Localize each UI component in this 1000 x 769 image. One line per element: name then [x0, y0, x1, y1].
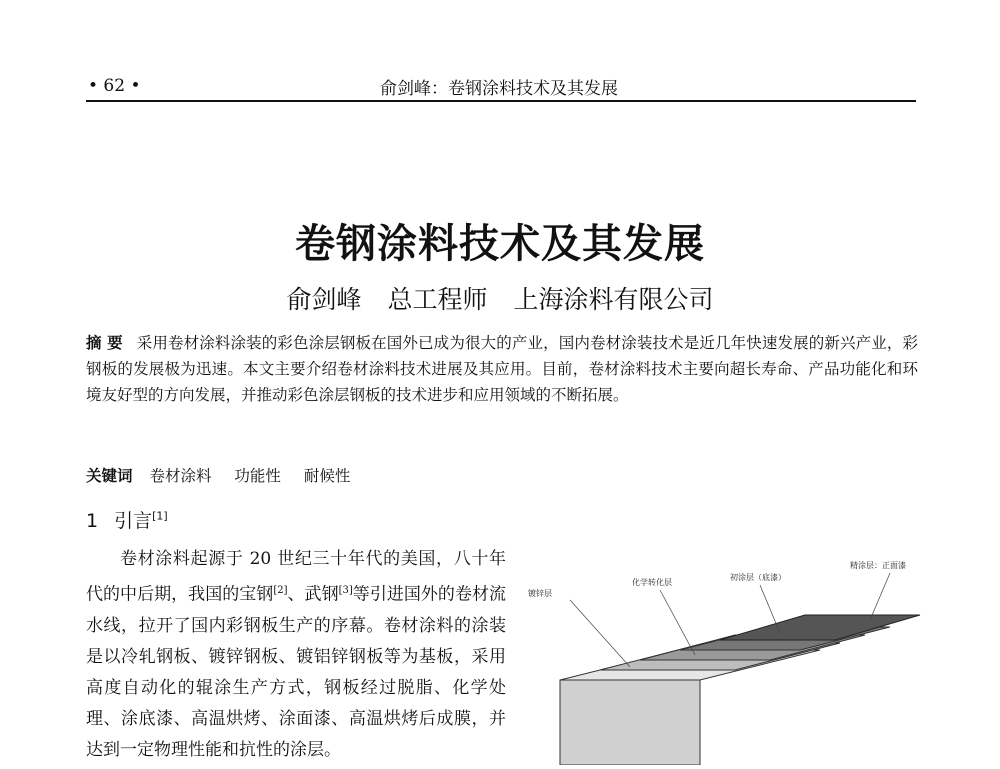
keywords-label: 关键词: [86, 467, 133, 485]
author-line: 俞剑峰 总工程师 上海涂料有限公司: [286, 285, 714, 314]
leader-line: [870, 573, 890, 620]
abstract: [86, 330, 918, 408]
substrate-front: [560, 680, 700, 765]
label-chemical: 化学转化层: [632, 578, 672, 587]
label-galvanized: 镀锌层: [528, 589, 552, 598]
running-title: 俞剑峰：卷钢涂料技术及其发展: [380, 79, 618, 99]
section-ref: [1]: [152, 509, 168, 523]
body-paragraph: [86, 544, 506, 766]
body-text-3: 等引进国外的卷材流水线，拉开了国内彩钢板生产的序幕。卷材涂料的涂装是以冷轧钢板、镀锌钢板、镀铝锌钢板等为基板，采用高度自动化的辊涂生产方式，钢板经过脱脂、化学处理、涂底漆、高温烘烤、涂面漆、高温烘烤后成膜，并达到一定物理性能和抗性的涂层。: [86, 584, 507, 760]
page-number: • 62 •: [88, 76, 141, 96]
label-primer: 初涂层（底漆）: [730, 573, 786, 582]
leader-line: [570, 600, 630, 667]
abstract-label: 摘 要: [86, 334, 123, 352]
keyword-item: 功能性: [234, 467, 281, 485]
body-text-1: 卷材涂料起源于 20 世纪三十年代的美国，八十年代的中后期，我国的宝钢: [86, 549, 506, 605]
body-text-2: 、武钢: [287, 584, 339, 605]
abstract-text: 采用卷材涂料涂装的彩色涂层钢板在国外已成为很大的产业，国内卷材涂装技术是近几年快速发展的新兴产业，彩钢板的发展极为迅速。本文主要介绍卷材涂料技术进展及其应用。目前，卷材涂料技术主要向超长寿命、产品功能化和环境友好型的方向发展，并推动彩色涂层钢板的技术进步和应用领域的不断拓展。: [86, 334, 918, 404]
header-rule: [86, 100, 916, 102]
keyword-item: 耐候性: [303, 467, 351, 485]
layer-diagram: [520, 555, 960, 765]
citation-ref: [3]: [338, 585, 353, 596]
leader-line: [660, 590, 695, 655]
keyword-item: 卷材涂料: [149, 467, 212, 485]
keywords: [86, 464, 368, 486]
coating-layers-figure: [520, 555, 960, 765]
section-heading: [86, 506, 168, 533]
citation-ref: [2]: [273, 585, 288, 596]
article-title: 卷钢涂料技术及其发展: [295, 221, 705, 267]
section-title: 引言: [114, 510, 153, 532]
section-number: 1: [86, 510, 99, 532]
label-topcoat: 精涂层：正面漆: [850, 561, 906, 570]
